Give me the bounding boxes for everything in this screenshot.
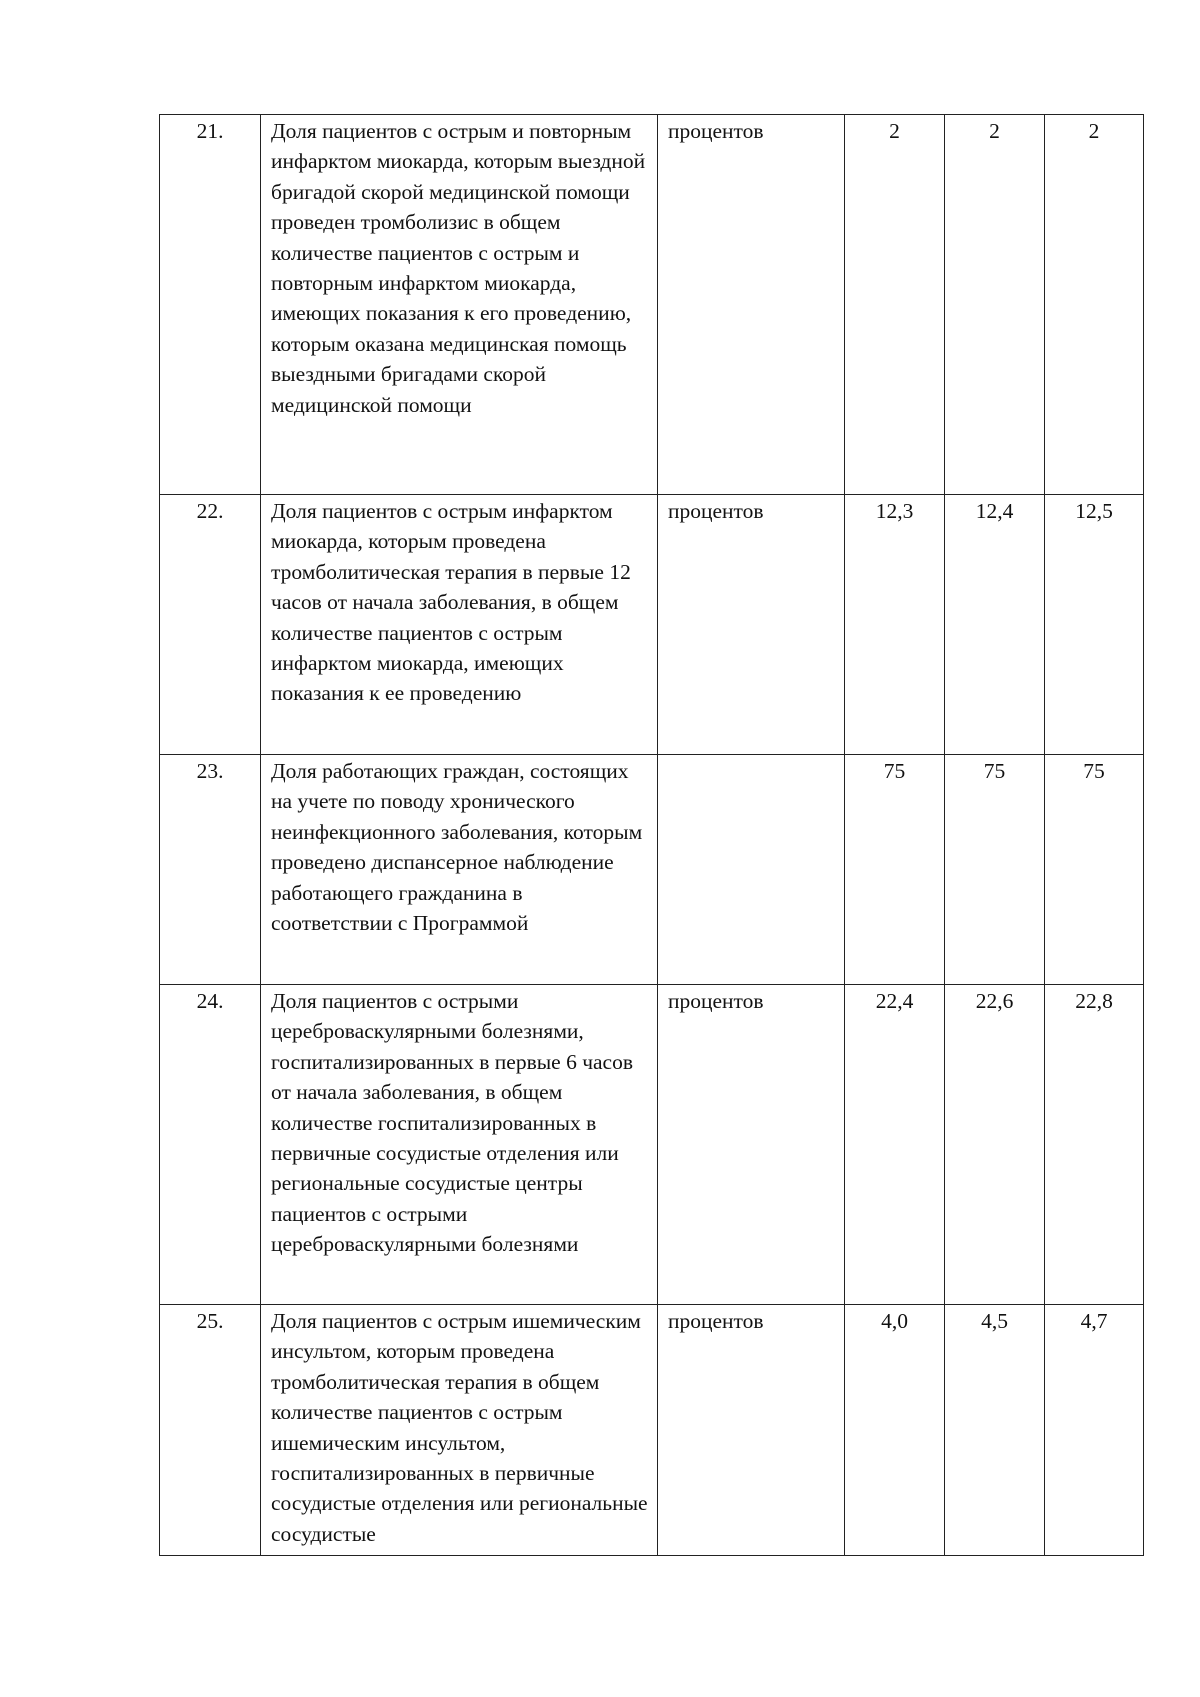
value-year-3: 75	[1045, 755, 1144, 985]
table-row	[160, 495, 1144, 755]
value-year-1: 12,3	[845, 495, 945, 755]
indicator-name: Доля пациентов с острым инфарктом миокарда, которым проведена тромболитическая терапия в первые 12 часов от начала заболевания, в общем количестве пациентов с острым инфарктом миокарда, имеющих показания к ее проведению	[261, 495, 658, 755]
indicator-name: Доля пациентов с острыми цереброваскулярными болезнями, госпитализированных в первые 6 часов от начала заболевания, в общем количестве госпитализированных в первичные сосудистые отделения или региональные сосудистые центры пациентов с острыми цереброваскулярными болезнями	[261, 985, 658, 1305]
row-number: 21.	[160, 115, 261, 495]
value-year-1: 22,4	[845, 985, 945, 1305]
indicators-table	[159, 114, 1144, 1556]
value-year-3: 2	[1045, 115, 1144, 495]
value-year-2: 12,4	[945, 495, 1045, 755]
table-row	[160, 1305, 1144, 1556]
unit-of-measure: процентов	[658, 115, 845, 495]
row-number: 25.	[160, 1305, 261, 1556]
value-year-3: 12,5	[1045, 495, 1144, 755]
value-year-2: 22,6	[945, 985, 1045, 1305]
table-row	[160, 985, 1144, 1305]
unit-of-measure: процентов	[658, 1305, 845, 1556]
unit-of-measure: процентов	[658, 495, 845, 755]
value-year-2: 75	[945, 755, 1045, 985]
table-row	[160, 115, 1144, 495]
table-row	[160, 755, 1144, 985]
unit-of-measure	[658, 755, 845, 985]
unit-of-measure: процентов	[658, 985, 845, 1305]
indicator-name: Доля пациентов с острым и повторным инфарктом миокарда, которым выездной бригадой скорой медицинской помощи проведен тромболизис в общем количестве пациентов с острым и повторным инфарктом миокарда, имеющих показания к его проведению, которым оказана медицинская помощь выездными бригадами скорой медицинской помощи	[261, 115, 658, 495]
value-year-1: 2	[845, 115, 945, 495]
value-year-3: 4,7	[1045, 1305, 1144, 1556]
indicator-name: Доля пациентов с острым ишемическим инсультом, которым проведена тромболитическая терапия в общем количестве пациентов с острым ишемическим инсультом, госпитализированных в первичные сосудистые отделения или региональные сосудистые	[261, 1305, 658, 1556]
row-number: 24.	[160, 985, 261, 1305]
value-year-2: 4,5	[945, 1305, 1045, 1556]
row-number: 23.	[160, 755, 261, 985]
value-year-1: 75	[845, 755, 945, 985]
row-number: 22.	[160, 495, 261, 755]
value-year-1: 4,0	[845, 1305, 945, 1556]
value-year-2: 2	[945, 115, 1045, 495]
value-year-3: 22,8	[1045, 985, 1144, 1305]
indicator-name: Доля работающих граждан, состоящих на учете по поводу хронического неинфекционного заболевания, которым проведено диспансерное наблюдение работающего гражданина в соответствии с Программой	[261, 755, 658, 985]
